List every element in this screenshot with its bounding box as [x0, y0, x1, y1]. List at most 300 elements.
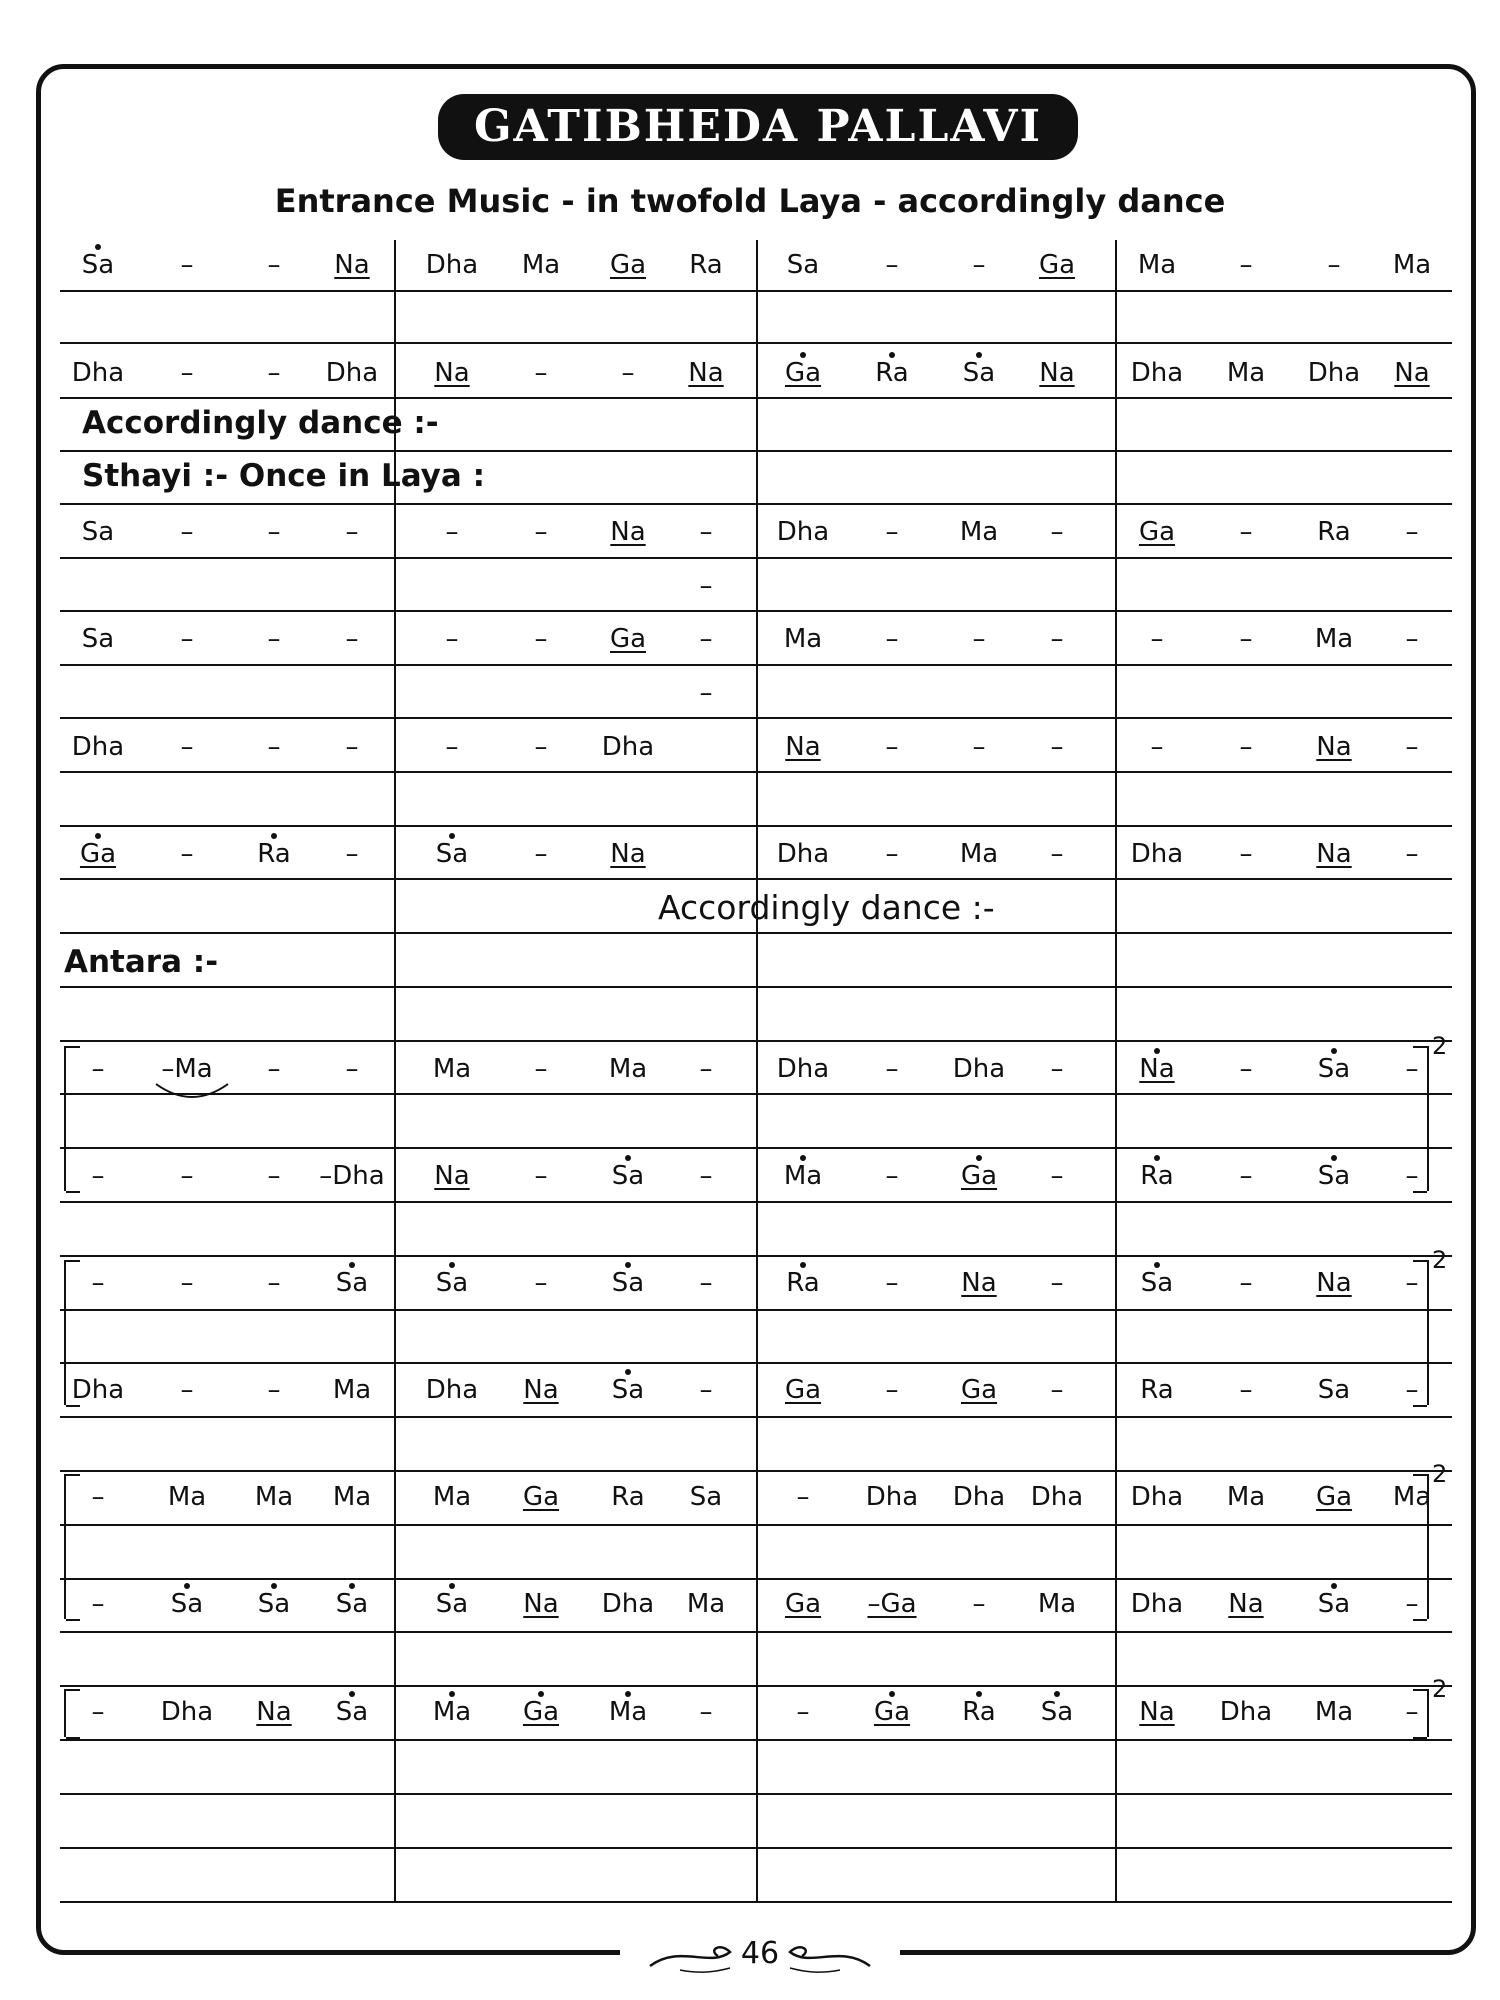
note-text: Na: [1394, 358, 1430, 388]
note-text: –: [1050, 839, 1064, 869]
heading-sthayi: Sthayi :- Once in Laya :: [82, 458, 485, 494]
note-text: Ma: [609, 1697, 647, 1727]
note-cell: [939, 1589, 1019, 1619]
note-cell: [412, 1697, 492, 1727]
note-cell: [147, 1268, 227, 1298]
note-cell: [1206, 1375, 1286, 1405]
note-cell: [1372, 358, 1452, 388]
note-cell: [1206, 1054, 1286, 1084]
repeat-bracket-left: [64, 1474, 66, 1619]
note-text: Ma: [433, 1697, 471, 1727]
octave-dot-icon: [1331, 1155, 1337, 1161]
octave-dot-icon: [1054, 1691, 1060, 1697]
octave-dot-icon: [1154, 1262, 1160, 1268]
note-text: –: [180, 1161, 194, 1191]
note-text: –: [345, 517, 359, 547]
note-cell: [852, 1054, 932, 1084]
octave-dot-icon: [349, 1262, 355, 1268]
note-text: Sa: [436, 839, 468, 869]
heading-accordingly-dance-2: Accordingly dance :-: [658, 888, 995, 927]
octave-dot-icon: [625, 1691, 631, 1697]
note-cell: [1372, 839, 1452, 869]
note-cell: [763, 1697, 843, 1727]
note-text: –: [180, 250, 194, 280]
note-cell: [312, 1054, 392, 1084]
note-text: Dha: [776, 517, 830, 547]
note-cell: [312, 1375, 392, 1405]
repeat-bracket-right: [1425, 1046, 1429, 1191]
note-cell: [412, 839, 492, 869]
bracket-tick: [1413, 1689, 1427, 1691]
note-cell: [1206, 839, 1286, 869]
note-cell: [234, 1054, 314, 1084]
note-cell: [412, 358, 492, 388]
note-cell: [234, 517, 314, 547]
note-text: Ma: [1226, 1482, 1266, 1512]
note-cell: [1206, 358, 1286, 388]
note-cell: [1206, 1161, 1286, 1191]
note-cell: [1206, 517, 1286, 547]
note-text: –: [699, 678, 713, 708]
note-cell: [312, 1161, 392, 1191]
note-text: –: [345, 624, 359, 654]
octave-dot-icon: [1154, 1048, 1160, 1054]
note-text: Ga: [523, 1697, 559, 1727]
note-text: –: [180, 1268, 194, 1298]
note-cell: [588, 1482, 668, 1512]
octave-dot-icon: [976, 1691, 982, 1697]
note-cell: [1117, 732, 1197, 762]
note-text: –: [1150, 732, 1164, 762]
note-text: –: [699, 1375, 713, 1405]
note-text: –: [1050, 1375, 1064, 1405]
note-text: –: [1050, 1161, 1064, 1191]
bracket-tick: [66, 1191, 80, 1193]
note-cell: [939, 624, 1019, 654]
note-text: –: [91, 1054, 105, 1084]
note-text: Ga: [80, 839, 116, 869]
bracket-tick: [66, 1405, 80, 1407]
note-text: Ra: [1140, 1161, 1173, 1191]
note-cell: [852, 624, 932, 654]
note-cell: [852, 1375, 932, 1405]
note-text: –: [796, 1482, 810, 1512]
repeat-bracket-right: [1425, 1689, 1429, 1737]
note-cell: [234, 839, 314, 869]
note-cell: [852, 1268, 932, 1298]
repeat-count: 2: [1432, 1246, 1448, 1274]
note-text: Sa: [612, 1161, 644, 1191]
note-cell: [1294, 1697, 1374, 1727]
bracket-tick: [1413, 1046, 1427, 1048]
note-cell: [234, 624, 314, 654]
note-cell: [852, 1697, 932, 1727]
octave-dot-icon: [625, 1155, 631, 1161]
octave-dot-icon: [800, 1155, 806, 1161]
note-cell: [1372, 250, 1452, 280]
note-text: –: [1050, 517, 1064, 547]
note-text: Na: [610, 839, 646, 869]
note-cell: [939, 250, 1019, 280]
note-cell: [501, 1054, 581, 1084]
note-cell: [666, 1054, 746, 1084]
octave-dot-icon: [449, 1691, 455, 1697]
note-text: Ga: [609, 624, 647, 654]
note-text: –: [534, 732, 548, 762]
note-cell: [1017, 1375, 1097, 1405]
bracket-tick: [66, 1474, 80, 1476]
note-cell: [58, 1054, 138, 1084]
bracket-tick: [1413, 1619, 1427, 1621]
note-cell: [1206, 1697, 1286, 1727]
note-text: Ga: [522, 1482, 560, 1512]
note-cell: [312, 1589, 392, 1619]
note-cell: [1206, 732, 1286, 762]
note-text: Ga: [785, 358, 821, 388]
note-text: –: [1405, 839, 1419, 869]
octave-dot-icon: [1331, 1048, 1337, 1054]
note-text: –: [267, 1161, 281, 1191]
note-text: –: [699, 1161, 713, 1191]
note-cell: [852, 732, 932, 762]
note-text: –: [699, 1054, 713, 1084]
page-number: 46: [740, 1936, 780, 1971]
note-cell: [58, 1482, 138, 1512]
note-text: Ga: [874, 1697, 910, 1727]
note-cell: [1294, 1054, 1374, 1084]
note-cell: [58, 1697, 138, 1727]
note-text: Sa: [1317, 1375, 1351, 1405]
bracket-tick: [66, 1260, 80, 1262]
note-cell: [1294, 839, 1374, 869]
note-cell: [588, 517, 668, 547]
note-cell: [763, 358, 843, 388]
note-text: Ma: [1137, 250, 1177, 280]
note-cell: [147, 1482, 227, 1512]
octave-dot-icon: [800, 352, 806, 358]
bracket-tick: [1413, 1260, 1427, 1262]
note-text: –: [621, 358, 635, 388]
note-cell: [588, 624, 668, 654]
note-cell: [234, 732, 314, 762]
note-text: –: [445, 732, 459, 762]
note-text: –: [445, 624, 459, 654]
note-cell: [147, 1697, 227, 1727]
note-text: –: [972, 1589, 986, 1619]
note-text: –: [180, 1375, 194, 1405]
note-cell: [666, 678, 746, 708]
note-text: Dha: [1030, 1482, 1084, 1512]
note-text: –: [972, 732, 986, 762]
repeat-bracket-right: [1425, 1260, 1429, 1405]
note-text: Sa: [612, 1268, 644, 1298]
bracket-tick: [1413, 1405, 1427, 1407]
note-text: –: [534, 1268, 548, 1298]
note-text: Sa: [1318, 1589, 1350, 1619]
note-text: Ga: [1138, 517, 1176, 547]
note-cell: [939, 358, 1019, 388]
octave-dot-icon: [184, 1583, 190, 1589]
note-text: Na: [1228, 1589, 1264, 1619]
note-cell: [412, 624, 492, 654]
note-text: Dha: [160, 1697, 214, 1727]
note-text: Ra: [1317, 517, 1351, 547]
note-text: Dha: [71, 732, 125, 762]
note-cell: [412, 1268, 492, 1298]
note-cell: [147, 1589, 227, 1619]
note-text: –: [345, 1054, 359, 1084]
note-cell: [1017, 1589, 1097, 1619]
note-text: –: [972, 624, 986, 654]
note-text: –: [1050, 624, 1064, 654]
note-text: Dha: [865, 1482, 919, 1512]
note-text: –: [1405, 1697, 1419, 1727]
note-cell: [501, 1589, 581, 1619]
note-text: –: [885, 624, 899, 654]
note-cell: [1206, 1268, 1286, 1298]
note-text: –: [885, 839, 899, 869]
note-cell: [1117, 358, 1197, 388]
octave-dot-icon: [349, 1691, 355, 1697]
note-cell: [312, 517, 392, 547]
heading-antara: Antara :-: [64, 944, 219, 980]
note-text: –: [1239, 839, 1253, 869]
note-cell: [763, 1482, 843, 1512]
note-text: Sa: [82, 250, 114, 280]
repeat-count: 2: [1432, 1460, 1448, 1488]
repeat-bracket-left: [64, 1689, 66, 1737]
note-cell: [1206, 250, 1286, 280]
octave-dot-icon: [95, 833, 101, 839]
note-text: –: [1405, 1054, 1419, 1084]
bracket-tick: [66, 1737, 80, 1739]
note-cell: [412, 250, 492, 280]
note-text: –: [534, 1054, 548, 1084]
note-text: Dha: [325, 358, 379, 388]
note-cell: [1294, 1268, 1374, 1298]
note-cell: [1294, 1589, 1374, 1619]
note-text: –: [267, 1268, 281, 1298]
note-cell: [58, 517, 138, 547]
note-cell: [312, 1482, 392, 1512]
note-cell: [58, 732, 138, 762]
note-cell: [1206, 624, 1286, 654]
note-text: Ma: [432, 1054, 472, 1084]
note-text: –: [180, 517, 194, 547]
note-cell: [1017, 732, 1097, 762]
note-text: Ra: [875, 358, 908, 388]
note-cell: [588, 1697, 668, 1727]
note-cell: [1372, 732, 1452, 762]
note-cell: [501, 1375, 581, 1405]
note-text: Ma: [432, 1482, 472, 1512]
note-text: –Ma: [161, 1054, 213, 1084]
note-text: Na: [1316, 1268, 1352, 1298]
note-text: Ma: [521, 250, 561, 280]
note-cell: [666, 358, 746, 388]
octave-dot-icon: [625, 1262, 631, 1268]
note-cell: [1017, 839, 1097, 869]
note-cell: [852, 1482, 932, 1512]
repeat-count: 2: [1432, 1032, 1448, 1060]
note-text: –: [796, 1697, 810, 1727]
note-cell: [501, 624, 581, 654]
note-text: –: [345, 732, 359, 762]
note-cell: [852, 358, 932, 388]
note-text: –: [885, 1268, 899, 1298]
note-text: Dha: [425, 1375, 479, 1405]
note-text: Dha: [601, 732, 655, 762]
note-cell: [234, 1268, 314, 1298]
note-cell: [234, 1589, 314, 1619]
note-text: Na: [610, 517, 646, 547]
note-cell: [312, 358, 392, 388]
note-cell: [666, 1482, 746, 1512]
note-text: –: [1327, 250, 1341, 280]
note-cell: [412, 1161, 492, 1191]
note-text: Ga: [609, 250, 647, 280]
note-cell: [588, 1375, 668, 1405]
note-cell: [1294, 732, 1374, 762]
note-text: –: [1405, 624, 1419, 654]
note-cell: [763, 1268, 843, 1298]
note-text: –: [885, 1161, 899, 1191]
note-cell: [1372, 1589, 1452, 1619]
note-cell: [1017, 1054, 1097, 1084]
note-cell: [1206, 1482, 1286, 1512]
note-cell: [1372, 517, 1452, 547]
note-cell: [1117, 250, 1197, 280]
note-cell: [412, 1589, 492, 1619]
octave-dot-icon: [800, 1262, 806, 1268]
note-cell: [1117, 1161, 1197, 1191]
note-cell: [763, 1161, 843, 1191]
note-text: Na: [523, 1375, 559, 1405]
note-cell: [588, 250, 668, 280]
octave-dot-icon: [449, 1262, 455, 1268]
note-cell: [501, 839, 581, 869]
note-cell: [1117, 624, 1197, 654]
note-cell: [763, 517, 843, 547]
note-text: –: [180, 624, 194, 654]
octave-dot-icon: [271, 1583, 277, 1589]
note-cell: [1017, 358, 1097, 388]
note-text: Dha: [952, 1054, 1006, 1084]
note-cell: [666, 1161, 746, 1191]
note-cell: [852, 250, 932, 280]
note-cell: [501, 250, 581, 280]
note-cell: [666, 1697, 746, 1727]
note-text: –: [267, 624, 281, 654]
note-text: Sa: [336, 1589, 368, 1619]
note-cell: [763, 1589, 843, 1619]
note-text: Ma: [332, 1375, 372, 1405]
note-text: –: [91, 1589, 105, 1619]
note-cell: [852, 1589, 932, 1619]
note-text: –: [885, 517, 899, 547]
note-cell: [312, 624, 392, 654]
note-cell: [1017, 1161, 1097, 1191]
note-cell: [666, 250, 746, 280]
note-text: –: [180, 839, 194, 869]
note-cell: [939, 1697, 1019, 1727]
repeat-bracket-left: [64, 1260, 66, 1405]
note-text: Ra: [786, 1268, 819, 1298]
note-text: –Ga: [867, 1589, 917, 1619]
note-text: –: [180, 358, 194, 388]
note-text: –: [267, 1054, 281, 1084]
bracket-tick: [66, 1046, 80, 1048]
note-text: Na: [1039, 358, 1075, 388]
note-cell: [1017, 624, 1097, 654]
note-text: –: [267, 250, 281, 280]
note-cell: [58, 250, 138, 280]
note-text: –: [1405, 732, 1419, 762]
note-cell: [852, 839, 932, 869]
note-text: Ma: [1392, 250, 1432, 280]
note-cell: [1372, 1161, 1452, 1191]
note-cell: [666, 1589, 746, 1619]
beat-divider: [756, 240, 758, 1902]
note-cell: [1017, 517, 1097, 547]
note-text: –: [1050, 1268, 1064, 1298]
note-text: –: [885, 250, 899, 280]
note-text: Sa: [171, 1589, 203, 1619]
note-text: Ma: [167, 1482, 207, 1512]
note-text: Ga: [1038, 250, 1076, 280]
note-cell: [147, 624, 227, 654]
note-text: –: [345, 839, 359, 869]
note-text: –: [1405, 1161, 1419, 1191]
note-text: –: [885, 732, 899, 762]
note-cell: [58, 839, 138, 869]
note-cell: [939, 517, 1019, 547]
note-text: –: [1239, 624, 1253, 654]
note-cell: [501, 1697, 581, 1727]
note-cell: [763, 732, 843, 762]
octave-dot-icon: [976, 352, 982, 358]
octave-dot-icon: [889, 1691, 895, 1697]
octave-dot-icon: [625, 1369, 631, 1375]
bracket-tick: [66, 1619, 80, 1621]
note-cell: [1117, 1375, 1197, 1405]
repeat-bracket-right: [1425, 1474, 1429, 1619]
note-text: Dha: [425, 250, 479, 280]
note-text: –: [91, 1697, 105, 1727]
note-text: –: [534, 624, 548, 654]
octave-dot-icon: [449, 833, 455, 839]
note-text: –: [1405, 517, 1419, 547]
note-text: Dha: [1219, 1697, 1273, 1727]
octave-dot-icon: [976, 1155, 982, 1161]
note-cell: [763, 839, 843, 869]
note-text: –: [534, 839, 548, 869]
note-cell: [234, 1697, 314, 1727]
note-text: Ga: [961, 1161, 997, 1191]
note-text: Sa: [258, 1589, 290, 1619]
note-text: –: [1239, 1375, 1253, 1405]
repeat-count: 2: [1432, 1675, 1448, 1703]
note-cell: [234, 1375, 314, 1405]
page-footer: [620, 1934, 900, 1978]
note-text: Na: [334, 250, 370, 280]
note-cell: [234, 1482, 314, 1512]
note-text: –: [534, 358, 548, 388]
note-text: Dha: [1307, 358, 1361, 388]
note-text: Ga: [960, 1375, 998, 1405]
octave-dot-icon: [449, 1583, 455, 1589]
note-cell: [763, 1054, 843, 1084]
